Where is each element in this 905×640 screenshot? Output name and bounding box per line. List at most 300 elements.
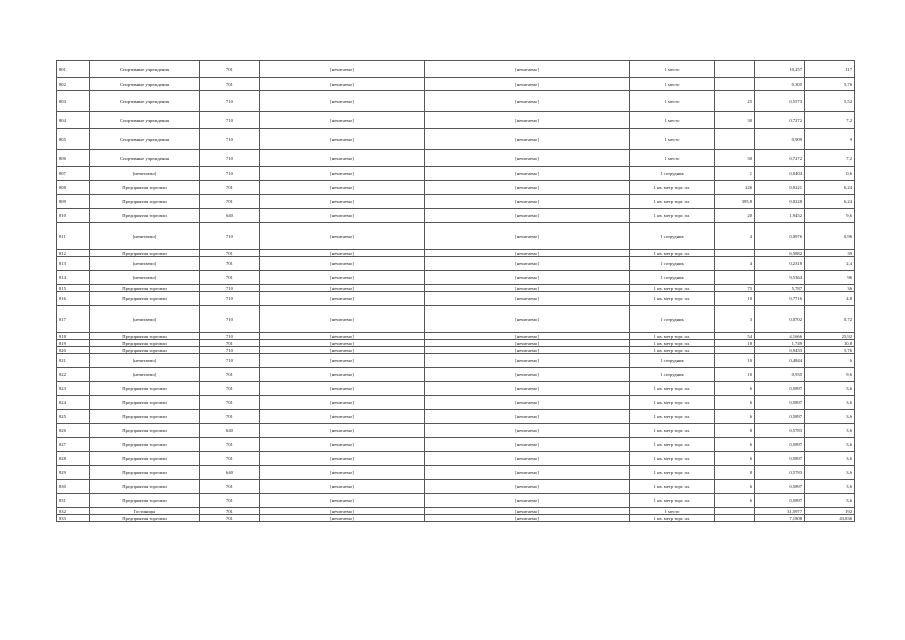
cell-object-type: [нечитаемо] bbox=[90, 271, 200, 285]
cell-address: [нечитаемо] bbox=[260, 424, 425, 438]
cell-norm: 7,1808 bbox=[755, 515, 805, 522]
cell-code: 710 bbox=[200, 333, 260, 340]
cell-unit: 1 кв. метр торг. пл. bbox=[630, 292, 715, 306]
cell-object-type: Предприятия торговли bbox=[90, 209, 200, 223]
cell-row-number: 810 bbox=[57, 209, 90, 223]
cell-row-number: 830 bbox=[57, 480, 90, 494]
cell-quantity: 6 bbox=[715, 382, 755, 396]
cell-row-number: 812 bbox=[57, 250, 90, 257]
cell-volume: 0,72 bbox=[805, 306, 855, 333]
cell-quantity: 8 bbox=[715, 466, 755, 480]
cell-object-type: Предприятия торговли bbox=[90, 195, 200, 209]
cell-address: [нечитаемо] bbox=[260, 61, 425, 78]
cell-volume: 7,2 bbox=[805, 112, 855, 129]
cell-object-type: Предприятия торговли bbox=[90, 410, 200, 424]
cell-unit: 1 кв. метр торг. пл. bbox=[630, 333, 715, 340]
cell-code: 701 bbox=[200, 480, 260, 494]
cell-address: [нечитаемо] bbox=[260, 271, 425, 285]
cell-volume: 96 bbox=[805, 271, 855, 285]
cell-row-number: 828 bbox=[57, 452, 90, 466]
cell-code: 701 bbox=[200, 494, 260, 508]
table-row bbox=[57, 91, 855, 112]
table-row bbox=[57, 223, 855, 250]
cell-unit: 1 место bbox=[630, 112, 715, 129]
cell-quantity: 8 bbox=[715, 424, 755, 438]
cell-object-type: Предприятия торговли bbox=[90, 480, 200, 494]
cell-object-type: Предприятия торговли bbox=[90, 292, 200, 306]
cell-row-number: 826 bbox=[57, 424, 90, 438]
cell-volume: 0,6 bbox=[805, 167, 855, 181]
cell-quantity bbox=[715, 78, 755, 91]
cell-code: 701 bbox=[200, 438, 260, 452]
table-row bbox=[57, 368, 855, 382]
cell-row-number: 817 bbox=[57, 306, 90, 333]
cell-object-type: Спортивные учреждения bbox=[90, 112, 200, 129]
cell-norm: 0,5573 bbox=[755, 91, 805, 112]
cell-owner: [нечитаемо] bbox=[425, 340, 630, 347]
cell-norm: 0,5897 bbox=[755, 480, 805, 494]
cell-object-type: [нечитаемо] bbox=[90, 368, 200, 382]
cell-address: [нечитаемо] bbox=[260, 285, 425, 292]
cell-row-number: 806 bbox=[57, 150, 90, 167]
table-row bbox=[57, 333, 855, 340]
cell-unit: 1 кв. метр торг. пл. bbox=[630, 424, 715, 438]
cell-code: 710 bbox=[200, 354, 260, 368]
cell-address: [нечитаемо] bbox=[260, 129, 425, 150]
cell-address: [нечитаемо] bbox=[260, 150, 425, 167]
cell-volume: 10,8 bbox=[805, 340, 855, 347]
table-row bbox=[57, 382, 855, 396]
cell-object-type: Предприятия торговли bbox=[90, 424, 200, 438]
cell-norm: 0,5897 bbox=[755, 494, 805, 508]
cell-volume: 9 bbox=[805, 129, 855, 150]
cell-owner: [нечитаемо] bbox=[425, 292, 630, 306]
cell-address: [нечитаемо] bbox=[260, 209, 425, 223]
cell-address: [нечитаемо] bbox=[260, 306, 425, 333]
cell-norm: 1,9452 bbox=[755, 209, 805, 223]
cell-unit: 1 кв. метр торг. пл. bbox=[630, 347, 715, 354]
table-row bbox=[57, 466, 855, 480]
cell-volume: 6,24 bbox=[805, 195, 855, 209]
cell-norm: 0,7716 bbox=[755, 292, 805, 306]
cell-norm: 0,7272 bbox=[755, 112, 805, 129]
cell-quantity bbox=[715, 61, 755, 78]
cell-object-type: Предприятия торговли bbox=[90, 396, 200, 410]
cell-owner: [нечитаемо] bbox=[425, 223, 630, 250]
cell-object-type: Гостиницы bbox=[90, 508, 200, 515]
cell-volume: 117 bbox=[805, 61, 855, 78]
cell-norm: 5,787 bbox=[755, 285, 805, 292]
cell-quantity: 4 bbox=[715, 257, 755, 271]
cell-owner: [нечитаемо] bbox=[425, 285, 630, 292]
cell-code: 701 bbox=[200, 410, 260, 424]
cell-row-number: 814 bbox=[57, 271, 90, 285]
cell-row-number: 802 bbox=[57, 78, 90, 91]
cell-address: [нечитаемо] bbox=[260, 354, 425, 368]
cell-quantity bbox=[715, 515, 755, 522]
cell-code: 640 bbox=[200, 466, 260, 480]
cell-unit: 1 сотрудник bbox=[630, 223, 715, 250]
cell-code: 710 bbox=[200, 223, 260, 250]
cell-row-number: 805 bbox=[57, 129, 90, 150]
cell-unit: 1 сотрудник bbox=[630, 306, 715, 333]
cell-owner: [нечитаемо] bbox=[425, 195, 630, 209]
table-row bbox=[57, 195, 855, 209]
cell-norm: 0,9433 bbox=[755, 347, 805, 354]
cell-unit: 1 сотрудник bbox=[630, 167, 715, 181]
cell-address: [нечитаемо] bbox=[260, 257, 425, 271]
table-row bbox=[57, 181, 855, 195]
cell-owner: [нечитаемо] bbox=[425, 438, 630, 452]
cell-norm: 0,305 bbox=[755, 78, 805, 91]
cell-owner: [нечитаемо] bbox=[425, 129, 630, 150]
cell-norm: 0,2318 bbox=[755, 257, 805, 271]
cell-code: 710 bbox=[200, 347, 260, 354]
cell-quantity: 226 bbox=[715, 181, 755, 195]
table-row bbox=[57, 306, 855, 333]
cell-quantity: 20 bbox=[715, 209, 755, 223]
cell-unit: 1 кв. метр торг. пл. bbox=[630, 195, 715, 209]
cell-norm: 0,935 bbox=[755, 368, 805, 382]
cell-row-number: 822 bbox=[57, 368, 90, 382]
cell-row-number: 823 bbox=[57, 382, 90, 396]
table-row bbox=[57, 424, 855, 438]
cell-quantity: 6 bbox=[715, 438, 755, 452]
cell-norm: 0,5897 bbox=[755, 382, 805, 396]
cell-unit: 1 кв. метр торг. пл. bbox=[630, 285, 715, 292]
table-row bbox=[57, 250, 855, 257]
cell-owner: [нечитаемо] bbox=[425, 61, 630, 78]
cell-volume: 36 bbox=[805, 285, 855, 292]
cell-volume: 0,96 bbox=[805, 223, 855, 250]
cell-volume: 43,836 bbox=[805, 515, 855, 522]
cell-owner: [нечитаемо] bbox=[425, 333, 630, 340]
cell-owner: [нечитаемо] bbox=[425, 480, 630, 494]
cell-owner: [нечитаемо] bbox=[425, 91, 630, 112]
cell-volume: 3,6 bbox=[805, 494, 855, 508]
cell-owner: [нечитаемо] bbox=[425, 354, 630, 368]
cell-volume: 6 bbox=[805, 354, 855, 368]
cell-unit: 1 кв. метр торг. пл. bbox=[630, 181, 715, 195]
table-row bbox=[57, 410, 855, 424]
cell-address: [нечитаемо] bbox=[260, 508, 425, 515]
table-row bbox=[57, 480, 855, 494]
cell-norm: 0,5897 bbox=[755, 438, 805, 452]
cell-quantity: 6 bbox=[715, 480, 755, 494]
cell-volume: 192 bbox=[805, 508, 855, 515]
cell-address: [нечитаемо] bbox=[260, 195, 425, 209]
register-table-sheet bbox=[56, 60, 854, 522]
table-row bbox=[57, 129, 855, 150]
cell-norm: 0,0702 bbox=[755, 306, 805, 333]
cell-address: [нечитаемо] bbox=[260, 515, 425, 522]
cell-quantity: 30 bbox=[715, 112, 755, 129]
cell-owner: [нечитаемо] bbox=[425, 167, 630, 181]
cell-row-number: 819 bbox=[57, 340, 90, 347]
cell-address: [нечитаемо] bbox=[260, 91, 425, 112]
cell-quantity bbox=[715, 508, 755, 515]
cell-volume: 5,76 bbox=[805, 347, 855, 354]
cell-norm: 0,0976 bbox=[755, 223, 805, 250]
cell-volume: 7,2 bbox=[805, 150, 855, 167]
cell-quantity: 10 bbox=[715, 354, 755, 368]
cell-code: 701 bbox=[200, 271, 260, 285]
cell-unit: 1 кв. метр торг. пл. bbox=[630, 515, 715, 522]
cell-quantity: 75 bbox=[715, 285, 755, 292]
cell-volume: 3,6 bbox=[805, 452, 855, 466]
cell-row-number: 816 bbox=[57, 292, 90, 306]
cell-owner: [нечитаемо] bbox=[425, 494, 630, 508]
cell-object-type: Спортивные учреждения bbox=[90, 78, 200, 91]
cell-volume: 3,6 bbox=[805, 410, 855, 424]
table-row bbox=[57, 209, 855, 223]
cell-quantity bbox=[715, 250, 755, 257]
cell-unit: 1 кв. метр торг. пл. bbox=[630, 480, 715, 494]
cell-quantity: 395,8 bbox=[715, 195, 755, 209]
cell-code: 640 bbox=[200, 209, 260, 223]
cell-object-type: Предприятия торговли bbox=[90, 333, 200, 340]
cell-object-type: Спортивные учреждения bbox=[90, 91, 200, 112]
cell-address: [нечитаемо] bbox=[260, 78, 425, 91]
cell-code: 710 bbox=[200, 292, 260, 306]
cell-owner: [нечитаемо] bbox=[425, 306, 630, 333]
cell-row-number: 811 bbox=[57, 223, 90, 250]
cell-object-type: [нечитаемо] bbox=[90, 354, 200, 368]
cell-volume: 3,6 bbox=[805, 396, 855, 410]
cell-owner: [нечитаемо] bbox=[425, 382, 630, 396]
cell-row-number: 807 bbox=[57, 167, 90, 181]
cell-row-number: 831 bbox=[57, 494, 90, 508]
cell-row-number: 808 bbox=[57, 181, 90, 195]
cell-volume: 39 bbox=[805, 250, 855, 257]
cell-row-number: 818 bbox=[57, 333, 90, 340]
cell-code: 701 bbox=[200, 195, 260, 209]
cell-address: [нечитаемо] bbox=[260, 292, 425, 306]
cell-owner: [нечитаемо] bbox=[425, 424, 630, 438]
cell-norm: 0,5897 bbox=[755, 410, 805, 424]
cell-address: [нечитаемо] bbox=[260, 112, 425, 129]
cell-owner: [нечитаемо] bbox=[425, 250, 630, 257]
table-row bbox=[57, 438, 855, 452]
cell-owner: [нечитаемо] bbox=[425, 257, 630, 271]
cell-owner: [нечитаемо] bbox=[425, 347, 630, 354]
cell-code: 701 bbox=[200, 78, 260, 91]
cell-object-type: Предприятия торговли bbox=[90, 452, 200, 466]
cell-norm: 4,1666 bbox=[755, 333, 805, 340]
cell-norm: 0,4844 bbox=[755, 354, 805, 368]
cell-norm: 0,0404 bbox=[755, 167, 805, 181]
cell-norm: 1,749 bbox=[755, 340, 805, 347]
cell-owner: [нечитаемо] bbox=[425, 112, 630, 129]
table-row bbox=[57, 61, 855, 78]
cell-quantity: 4 bbox=[715, 223, 755, 250]
cell-object-type: Предприятия торговли bbox=[90, 515, 200, 522]
cell-unit: 1 сотрудник bbox=[630, 271, 715, 285]
cell-norm: 0,909 bbox=[755, 129, 805, 150]
cell-row-number: 804 bbox=[57, 112, 90, 129]
table-row bbox=[57, 167, 855, 181]
cell-address: [нечитаемо] bbox=[260, 250, 425, 257]
cell-volume: 9,6 bbox=[805, 209, 855, 223]
table-row bbox=[57, 257, 855, 271]
cell-unit: 1 кв. метр торг. пл. bbox=[630, 250, 715, 257]
table-row bbox=[57, 347, 855, 354]
cell-object-type: [нечитаемо] bbox=[90, 167, 200, 181]
cell-norm: 0,5897 bbox=[755, 452, 805, 466]
cell-volume: 2,4 bbox=[805, 257, 855, 271]
cell-code: 701 bbox=[200, 368, 260, 382]
cell-owner: [нечитаемо] bbox=[425, 396, 630, 410]
cell-address: [нечитаемо] bbox=[260, 480, 425, 494]
cell-address: [нечитаемо] bbox=[260, 466, 425, 480]
cell-code: 710 bbox=[200, 285, 260, 292]
table-row bbox=[57, 78, 855, 91]
cell-object-type: Предприятия торговли bbox=[90, 285, 200, 292]
cell-object-type: Предприятия торговли bbox=[90, 347, 200, 354]
cell-address: [нечитаемо] bbox=[260, 181, 425, 195]
cell-volume: 3,6 bbox=[805, 382, 855, 396]
cell-row-number: 815 bbox=[57, 285, 90, 292]
cell-unit: 1 место bbox=[630, 508, 715, 515]
cell-quantity bbox=[715, 129, 755, 150]
cell-code: 710 bbox=[200, 129, 260, 150]
cell-address: [нечитаемо] bbox=[260, 333, 425, 340]
cell-address: [нечитаемо] bbox=[260, 368, 425, 382]
cell-object-type: Спортивные учреждения bbox=[90, 150, 200, 167]
cell-quantity: 6 bbox=[715, 410, 755, 424]
cell-code: 710 bbox=[200, 167, 260, 181]
table-row bbox=[57, 271, 855, 285]
cell-address: [нечитаемо] bbox=[260, 347, 425, 354]
cell-unit: 1 кв. метр торг. пл. bbox=[630, 466, 715, 480]
table-row bbox=[57, 494, 855, 508]
cell-unit: 1 кв. метр торг. пл. bbox=[630, 410, 715, 424]
table-row bbox=[57, 508, 855, 515]
cell-row-number: 824 bbox=[57, 396, 90, 410]
cell-address: [нечитаемо] bbox=[260, 223, 425, 250]
cell-row-number: 827 bbox=[57, 438, 90, 452]
cell-object-type: Предприятия торговли bbox=[90, 181, 200, 195]
cell-code: 701 bbox=[200, 515, 260, 522]
cell-unit: 1 кв. метр торг. пл. bbox=[630, 494, 715, 508]
cell-unit: 1 кв. метр торг. пл. bbox=[630, 438, 715, 452]
cell-code: 710 bbox=[200, 112, 260, 129]
cell-unit: 1 кв. метр торг. пл. bbox=[630, 396, 715, 410]
cell-owner: [нечитаемо] bbox=[425, 150, 630, 167]
cell-owner: [нечитаемо] bbox=[425, 209, 630, 223]
cell-address: [нечитаемо] bbox=[260, 494, 425, 508]
cell-address: [нечитаемо] bbox=[260, 167, 425, 181]
cell-object-type: Предприятия торговли bbox=[90, 466, 200, 480]
cell-code: 710 bbox=[200, 91, 260, 112]
table-row bbox=[57, 396, 855, 410]
cell-code: 701 bbox=[200, 396, 260, 410]
cell-owner: [нечитаемо] bbox=[425, 515, 630, 522]
cell-norm: 0,5783 bbox=[755, 424, 805, 438]
cell-volume: 5,76 bbox=[805, 78, 855, 91]
cell-object-type: Предприятия торговли bbox=[90, 438, 200, 452]
cell-norm: 6,5882 bbox=[755, 250, 805, 257]
cell-quantity: 25 bbox=[715, 91, 755, 112]
cell-code: 701 bbox=[200, 181, 260, 195]
cell-volume: 3,6 bbox=[805, 438, 855, 452]
cell-address: [нечитаемо] bbox=[260, 438, 425, 452]
cell-norm: 0,7272 bbox=[755, 150, 805, 167]
cell-volume: 6,24 bbox=[805, 181, 855, 195]
register-table bbox=[56, 60, 855, 522]
cell-object-type: [нечитаемо] bbox=[90, 223, 200, 250]
cell-volume: 5,52 bbox=[805, 91, 855, 112]
cell-owner: [нечитаемо] bbox=[425, 368, 630, 382]
cell-quantity: 1 bbox=[715, 167, 755, 181]
cell-unit: 1 кв. метр торг. пл. bbox=[630, 340, 715, 347]
cell-address: [нечитаемо] bbox=[260, 340, 425, 347]
cell-quantity: 10 bbox=[715, 368, 755, 382]
cell-row-number: 829 bbox=[57, 466, 90, 480]
cell-unit: 1 кв. метр торг. пл. bbox=[630, 382, 715, 396]
cell-owner: [нечитаемо] bbox=[425, 181, 630, 195]
cell-unit: 1 сотрудник bbox=[630, 354, 715, 368]
cell-unit: 1 сотрудник bbox=[630, 368, 715, 382]
cell-row-number: 813 bbox=[57, 257, 90, 271]
cell-unit: 1 кв. метр торг. пл. bbox=[630, 209, 715, 223]
cell-row-number: 821 bbox=[57, 354, 90, 368]
cell-row-number: 801 bbox=[57, 61, 90, 78]
cell-unit: 1 место bbox=[630, 129, 715, 150]
table-row bbox=[57, 292, 855, 306]
cell-quantity: 3 bbox=[715, 306, 755, 333]
cell-code: 701 bbox=[200, 452, 260, 466]
cell-norm: 0,0228 bbox=[755, 195, 805, 209]
cell-volume: 25,92 bbox=[805, 333, 855, 340]
cell-code: 701 bbox=[200, 382, 260, 396]
table-row bbox=[57, 354, 855, 368]
cell-quantity: 6 bbox=[715, 494, 755, 508]
cell-volume: 3,6 bbox=[805, 466, 855, 480]
cell-row-number: 803 bbox=[57, 91, 90, 112]
cell-norm: 10,257 bbox=[755, 61, 805, 78]
cell-quantity: 18 bbox=[715, 340, 755, 347]
cell-row-number: 832 bbox=[57, 508, 90, 515]
cell-object-type: Предприятия торговли bbox=[90, 494, 200, 508]
cell-code: 710 bbox=[200, 150, 260, 167]
cell-volume: 3,6 bbox=[805, 424, 855, 438]
cell-object-type: Спортивные учреждения bbox=[90, 61, 200, 78]
table-row bbox=[57, 112, 855, 129]
cell-address: [нечитаемо] bbox=[260, 452, 425, 466]
table-row bbox=[57, 340, 855, 347]
cell-owner: [нечитаемо] bbox=[425, 410, 630, 424]
cell-volume: 4,8 bbox=[805, 292, 855, 306]
cell-code: 701 bbox=[200, 340, 260, 347]
cell-quantity: 30 bbox=[715, 150, 755, 167]
cell-code: 710 bbox=[200, 306, 260, 333]
cell-unit: 1 место bbox=[630, 61, 715, 78]
cell-owner: [нечитаемо] bbox=[425, 466, 630, 480]
cell-norm: 9,5364 bbox=[755, 271, 805, 285]
cell-owner: [нечитаемо] bbox=[425, 508, 630, 515]
cell-quantity: 6 bbox=[715, 452, 755, 466]
cell-unit: 1 сотрудник bbox=[630, 257, 715, 271]
cell-unit: 1 место bbox=[630, 91, 715, 112]
table-row bbox=[57, 515, 855, 522]
cell-row-number: 825 bbox=[57, 410, 90, 424]
cell-object-type: Спортивные учреждения bbox=[90, 129, 200, 150]
table-row bbox=[57, 150, 855, 167]
cell-object-type: [нечитаемо] bbox=[90, 306, 200, 333]
cell-norm: 0,5897 bbox=[755, 396, 805, 410]
cell-row-number: 820 bbox=[57, 347, 90, 354]
